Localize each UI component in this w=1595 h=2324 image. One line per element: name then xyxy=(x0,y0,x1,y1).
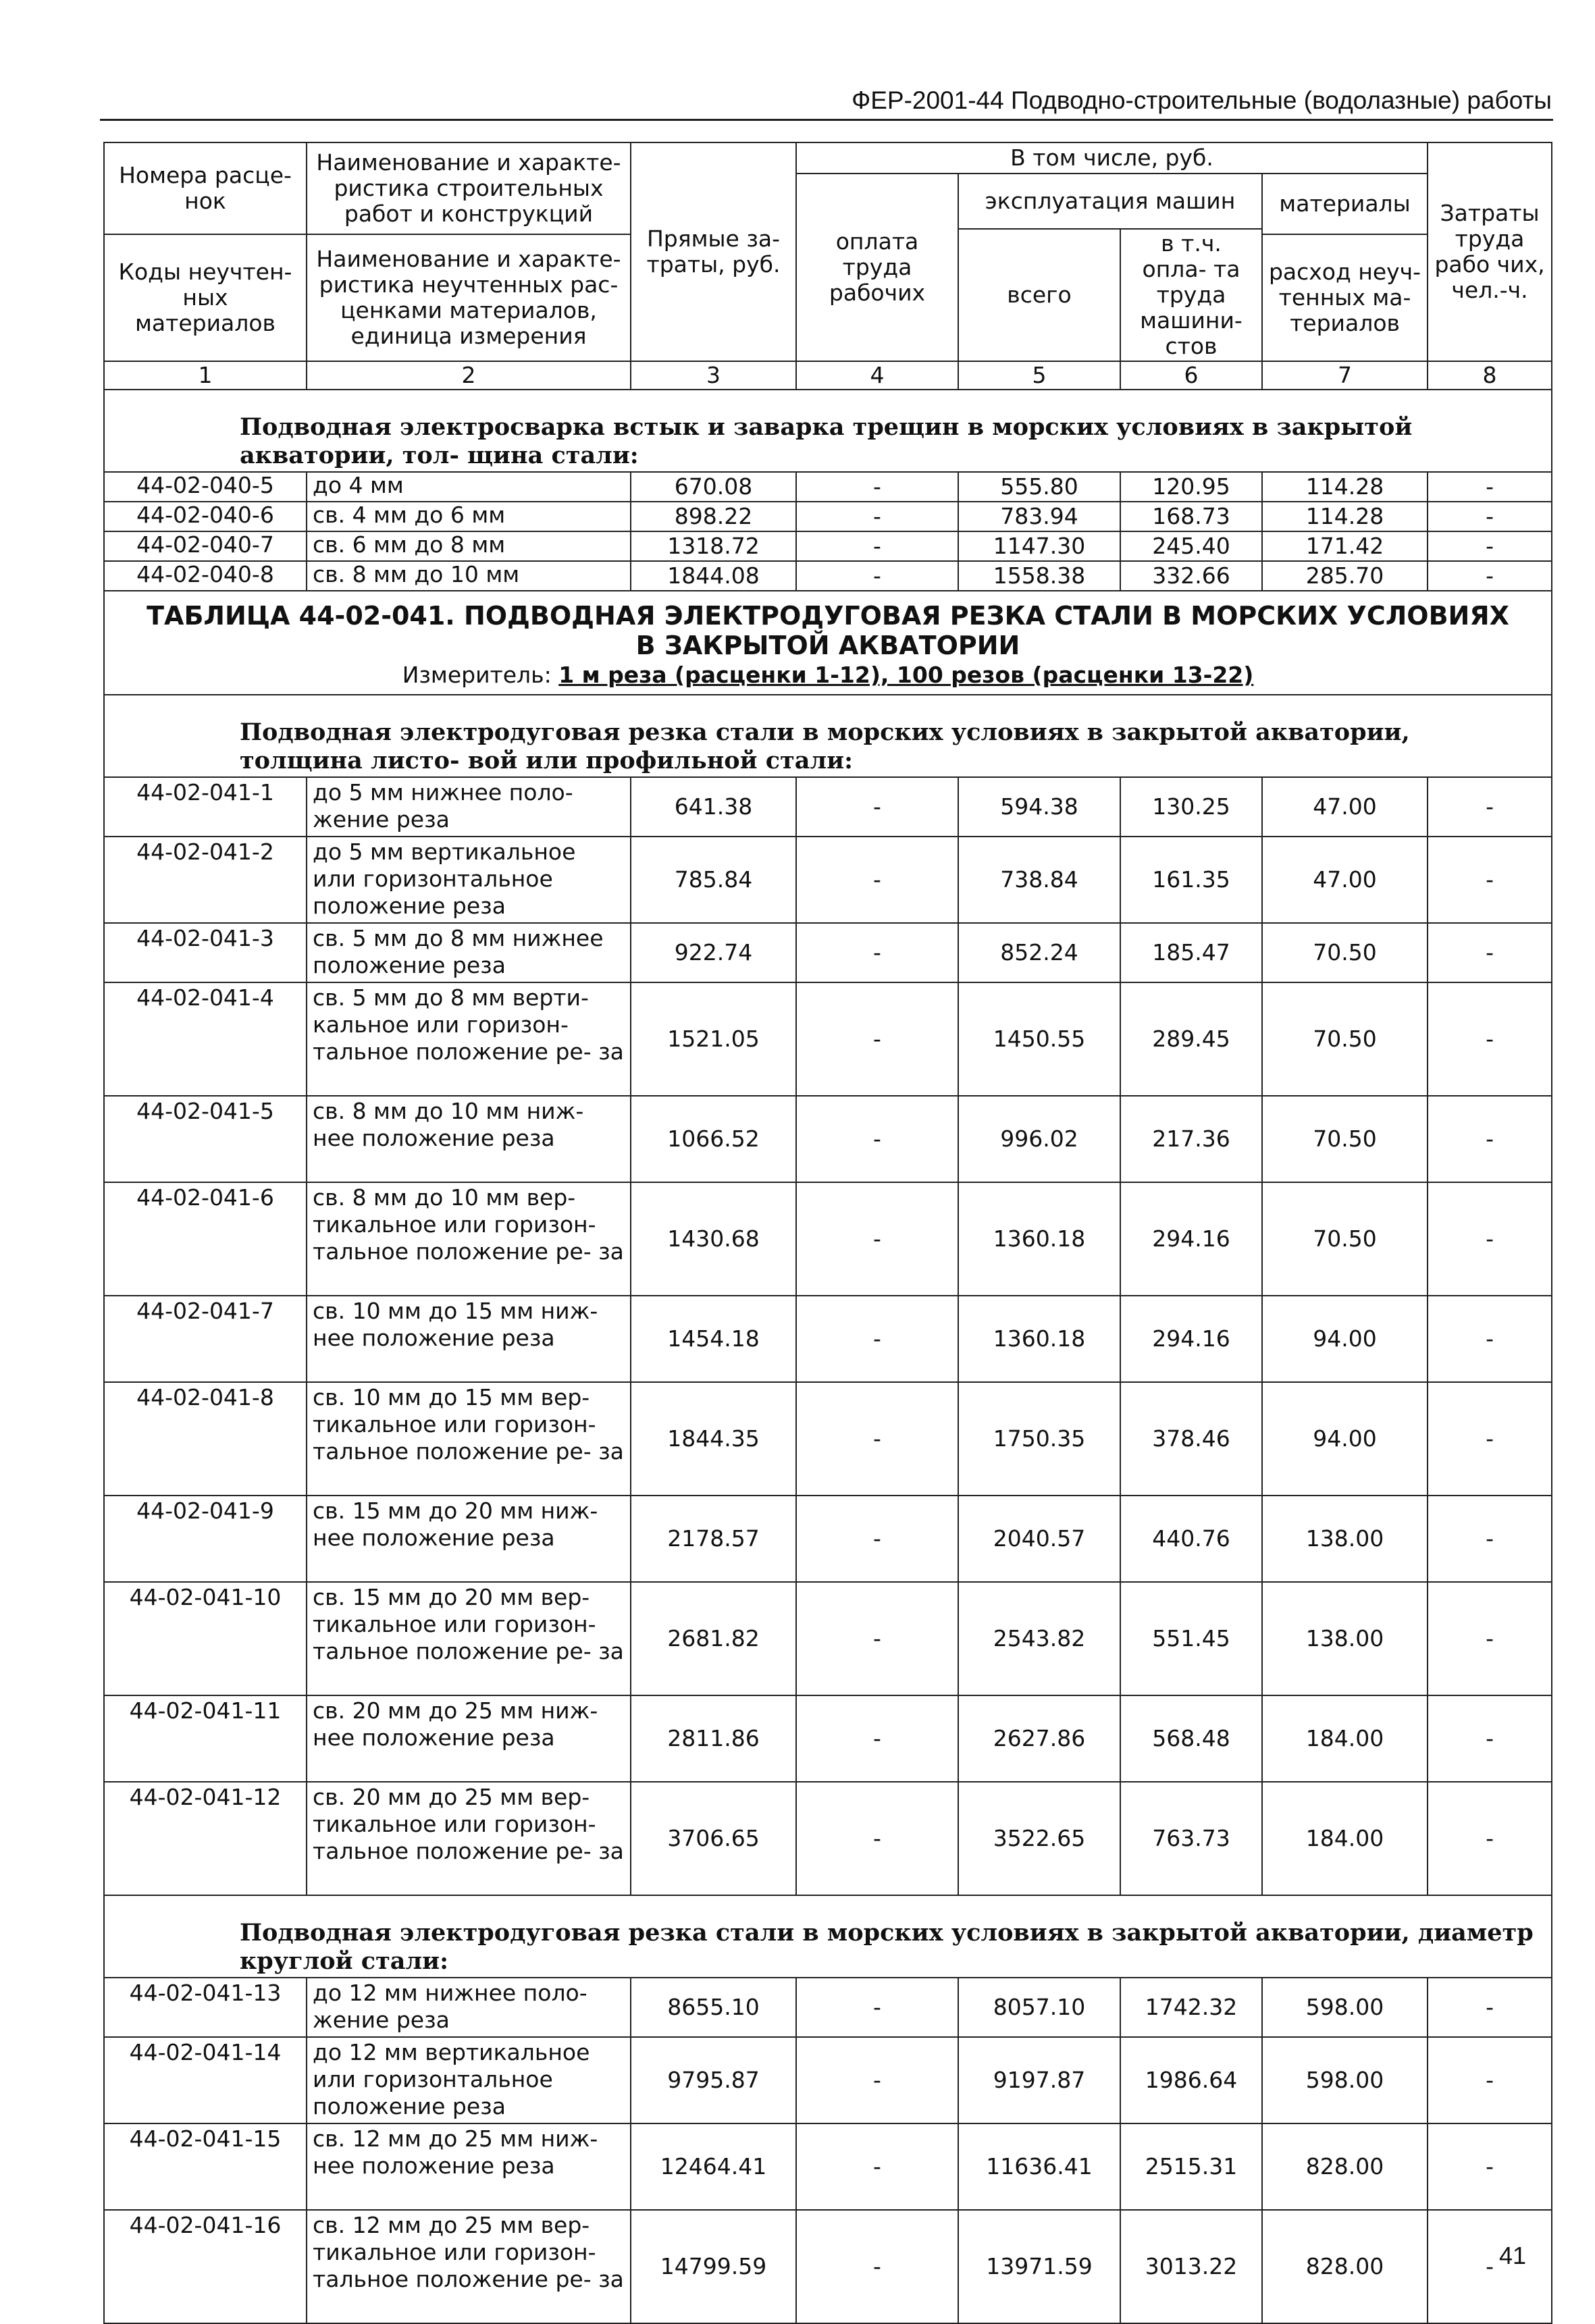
labor-pay: - xyxy=(796,502,958,531)
table-row xyxy=(104,2123,1552,2210)
materials: 114.28 xyxy=(1262,502,1428,531)
machines-labor: 161.35 xyxy=(1120,837,1262,923)
machines-total: 2627.86 xyxy=(958,1695,1120,1782)
machines-labor: 378.46 xyxy=(1120,1382,1262,1496)
labor-pay: - xyxy=(796,982,958,1096)
machines-total: 1558.38 xyxy=(958,561,1120,591)
running-header: ФЕР-2001-44 Подводно-строительные (водолазные) работы xyxy=(852,86,1552,114)
materials: 138.00 xyxy=(1262,1496,1428,1582)
table-row xyxy=(104,561,1552,591)
machines-labor: 551.45 xyxy=(1120,1582,1262,1695)
direct-cost: 14799.59 xyxy=(631,2210,796,2323)
direct-cost: 2178.57 xyxy=(631,1496,796,1582)
rate-code: 44-02-040-8 xyxy=(104,561,307,591)
rate-code: 44-02-041-5 xyxy=(104,1096,307,1182)
header-machines: эксплуатация машин xyxy=(958,174,1262,229)
work-name: до 12 мм вертикальное или горизонтальное положение реза xyxy=(307,2037,631,2123)
labor-pay: - xyxy=(796,2123,958,2210)
direct-cost: 1430.68 xyxy=(631,1182,796,1296)
header-rule xyxy=(100,119,1553,121)
rate-code: 44-02-040-5 xyxy=(104,472,307,502)
labor-cost: - xyxy=(1428,923,1552,982)
table-row xyxy=(104,472,1552,502)
table-row xyxy=(104,1582,1552,1695)
header-incl: В том числе, руб. xyxy=(796,142,1428,174)
machines-total: 2040.57 xyxy=(958,1496,1120,1582)
work-name: до 4 мм xyxy=(307,472,631,502)
labor-pay: - xyxy=(796,837,958,923)
direct-cost: 2811.86 xyxy=(631,1695,796,1782)
machines-labor: 332.66 xyxy=(1120,561,1262,591)
table-row xyxy=(104,982,1552,1096)
direct-cost: 12464.41 xyxy=(631,2123,796,2210)
rate-code: 44-02-041-14 xyxy=(104,2037,307,2123)
materials: 94.00 xyxy=(1262,1382,1428,1496)
table-title: ТАБЛИЦА 44-02-041. ПОДВОДНАЯ ЭЛЕКТРОДУГОВАЯ РЕЗКА СТАЛИ В МОРСКИХ УСЛОВИЯХ В ЗАКРЫТОЙ АКВАТОРИИ xyxy=(147,601,1509,660)
labor-cost: - xyxy=(1428,531,1552,561)
header-labor-pay: оплата труда рабочих xyxy=(796,174,958,361)
labor-pay: - xyxy=(796,777,958,837)
machines-total: 738.84 xyxy=(958,837,1120,923)
labor-pay: - xyxy=(796,1695,958,1782)
machines-labor: 2515.31 xyxy=(1120,2123,1262,2210)
labor-cost: - xyxy=(1428,1496,1552,1582)
rate-code: 44-02-040-6 xyxy=(104,502,307,531)
direct-cost: 641.38 xyxy=(631,777,796,837)
table-row xyxy=(104,1296,1552,1382)
section-2-rows xyxy=(104,777,1552,1895)
machines-labor: 120.95 xyxy=(1120,472,1262,502)
rate-code: 44-02-041-9 xyxy=(104,1496,307,1582)
column-number: 6 xyxy=(1120,361,1262,390)
work-name: св. 10 мм до 15 мм вер- тикальное или горизон- тальное положение ре- за xyxy=(307,1382,631,1496)
column-number: 3 xyxy=(631,361,796,390)
machines-labor: 294.16 xyxy=(1120,1296,1262,1382)
column-number: 5 xyxy=(958,361,1120,390)
direct-cost: 1066.52 xyxy=(631,1096,796,1182)
header-labor-cost: Затраты труда рабо чих, чел.-ч. xyxy=(1428,142,1552,361)
rate-code: 44-02-041-3 xyxy=(104,923,307,982)
materials: 70.50 xyxy=(1262,923,1428,982)
direct-cost: 785.84 xyxy=(631,837,796,923)
direct-cost: 670.08 xyxy=(631,472,796,502)
machines-total: 3522.65 xyxy=(958,1782,1120,1895)
header-code-bottom: Коды неучтен- ных материалов xyxy=(104,234,307,361)
labor-pay: - xyxy=(796,1978,958,2037)
labor-cost: - xyxy=(1428,2037,1552,2123)
table-row xyxy=(104,531,1552,561)
materials: 47.00 xyxy=(1262,777,1428,837)
direct-cost: 8655.10 xyxy=(631,1978,796,2037)
table-row xyxy=(104,923,1552,982)
machines-total: 1147.30 xyxy=(958,531,1120,561)
section-title: Подводная электродуговая резка стали в морских условиях в закрытой акватории, толщина листо- вой или профильной стали: xyxy=(104,695,1552,777)
work-name: до 5 мм нижнее поло- жение реза xyxy=(307,777,631,837)
materials: 184.00 xyxy=(1262,1782,1428,1895)
labor-pay: - xyxy=(796,2210,958,2323)
table-row xyxy=(104,502,1552,531)
column-number: 8 xyxy=(1428,361,1552,390)
labor-cost: - xyxy=(1428,472,1552,502)
machines-total: 594.38 xyxy=(958,777,1120,837)
rate-code: 44-02-041-10 xyxy=(104,1582,307,1695)
labor-cost: - xyxy=(1428,1096,1552,1182)
work-name: до 5 мм вертикальное или горизонтальное положение реза xyxy=(307,837,631,923)
section-title: Подводная электросварка встык и заварка трещин в морских условиях в закрытой акватории, тол- щина стали: xyxy=(104,390,1552,472)
machines-labor: 289.45 xyxy=(1120,982,1262,1096)
work-name: св. 5 мм до 8 мм верти- кальное или горизон- тальное положение ре- за xyxy=(307,982,631,1096)
work-name: св. 20 мм до 25 мм вер- тикальное или горизон- тальное положение ре- за xyxy=(307,1782,631,1895)
labor-pay: - xyxy=(796,1382,958,1496)
header-direct: Прямые за- траты, руб. xyxy=(631,142,796,361)
section-2-title-row xyxy=(104,695,1552,777)
column-number: 4 xyxy=(796,361,958,390)
labor-pay: - xyxy=(796,472,958,502)
work-name: св. 20 мм до 25 мм ниж- нее положение реза xyxy=(307,1695,631,1782)
table-row xyxy=(104,1695,1552,1782)
materials: 828.00 xyxy=(1262,2210,1428,2323)
machines-total: 1750.35 xyxy=(958,1382,1120,1496)
header-name-top: Наименование и характе- ристика строительных работ и конструкций xyxy=(307,142,631,234)
labor-pay: - xyxy=(796,1182,958,1296)
machines-labor: 185.47 xyxy=(1120,923,1262,982)
table-row xyxy=(104,2037,1552,2123)
measure-label: Измеритель: xyxy=(402,662,552,688)
machines-labor: 568.48 xyxy=(1120,1695,1262,1782)
section-3-title-row xyxy=(104,1895,1552,1978)
machines-labor: 217.36 xyxy=(1120,1096,1262,1182)
work-name: св. 15 мм до 20 мм вер- тикальное или горизон- тальное положение ре- за xyxy=(307,1582,631,1695)
machines-total: 996.02 xyxy=(958,1096,1120,1182)
direct-cost: 1844.08 xyxy=(631,561,796,591)
header-materials: материалы xyxy=(1262,174,1428,234)
materials: 114.28 xyxy=(1262,472,1428,502)
machines-total: 1360.18 xyxy=(958,1296,1120,1382)
materials: 171.42 xyxy=(1262,531,1428,561)
rates-table xyxy=(103,142,1552,2324)
rate-code: 44-02-040-7 xyxy=(104,531,307,561)
materials: 598.00 xyxy=(1262,1978,1428,2037)
section-1-title-row xyxy=(104,390,1552,472)
labor-pay: - xyxy=(796,1296,958,1382)
rate-code: 44-02-041-13 xyxy=(104,1978,307,2037)
labor-cost: - xyxy=(1428,2123,1552,2210)
labor-cost: - xyxy=(1428,502,1552,531)
header-name-bottom: Наименование и характе- ристика неучтенных рас- ценками материалов, единица измерения xyxy=(307,234,631,361)
machines-total: 852.24 xyxy=(958,923,1120,982)
direct-cost: 1454.18 xyxy=(631,1296,796,1382)
direct-cost: 9795.87 xyxy=(631,2037,796,2123)
machines-labor: 1986.64 xyxy=(1120,2037,1262,2123)
labor-pay: - xyxy=(796,1496,958,1582)
machines-total: 8057.10 xyxy=(958,1978,1120,2037)
work-name: св. 4 мм до 6 мм xyxy=(307,502,631,531)
header-row-1 xyxy=(104,142,1552,174)
table-title-row xyxy=(104,591,1552,662)
materials: 598.00 xyxy=(1262,2037,1428,2123)
labor-pay: - xyxy=(796,531,958,561)
table-row xyxy=(104,1182,1552,1296)
direct-cost: 1844.35 xyxy=(631,1382,796,1496)
rate-code: 44-02-041-1 xyxy=(104,777,307,837)
materials: 828.00 xyxy=(1262,2123,1428,2210)
machines-labor: 245.40 xyxy=(1120,531,1262,561)
work-name: св. 12 мм до 25 мм вер- тикальное или горизон- тальное положение ре- за xyxy=(307,2210,631,2323)
measure-value: 1 м реза (расценки 1-12), 100 резов (расценки 13-22) xyxy=(558,662,1254,688)
rate-code: 44-02-041-16 xyxy=(104,2210,307,2323)
labor-pay: - xyxy=(796,1782,958,1895)
materials: 47.00 xyxy=(1262,837,1428,923)
direct-cost: 1318.72 xyxy=(631,531,796,561)
rate-code: 44-02-041-15 xyxy=(104,2123,307,2210)
machines-total: 555.80 xyxy=(958,472,1120,502)
table-row xyxy=(104,1978,1552,2037)
machines-labor: 1742.32 xyxy=(1120,1978,1262,2037)
work-name: св. 6 мм до 8 мм xyxy=(307,531,631,561)
work-name: св. 5 мм до 8 мм нижнее положение реза xyxy=(307,923,631,982)
labor-cost: - xyxy=(1428,561,1552,591)
section-title: Подводная электродуговая резка стали в морских условиях в закрытой акватории, диаметр круглой стали: xyxy=(104,1895,1552,1978)
direct-cost: 898.22 xyxy=(631,502,796,531)
machines-total: 11636.41 xyxy=(958,2123,1120,2210)
table-row xyxy=(104,1096,1552,1182)
rate-code: 44-02-041-11 xyxy=(104,1695,307,1782)
rate-code: 44-02-041-4 xyxy=(104,982,307,1096)
column-number: 2 xyxy=(307,361,631,390)
machines-labor: 130.25 xyxy=(1120,777,1262,837)
section-1-rows xyxy=(104,472,1552,591)
labor-cost: - xyxy=(1428,837,1552,923)
direct-cost: 2681.82 xyxy=(631,1582,796,1695)
work-name: св. 8 мм до 10 мм вер- тикальное или горизон- тальное положение ре- за xyxy=(307,1182,631,1296)
column-numbers-row xyxy=(104,361,1552,390)
work-name: св. 15 мм до 20 мм ниж- нее положение реза xyxy=(307,1496,631,1582)
table-row xyxy=(104,777,1552,837)
direct-cost: 3706.65 xyxy=(631,1782,796,1895)
machines-total: 9197.87 xyxy=(958,2037,1120,2123)
labor-cost: - xyxy=(1428,1382,1552,1496)
materials: 138.00 xyxy=(1262,1582,1428,1695)
materials: 94.00 xyxy=(1262,1296,1428,1382)
labor-cost: - xyxy=(1428,2210,1552,2323)
header-code-top: Номера расце- нок xyxy=(104,142,307,234)
materials: 70.50 xyxy=(1262,1182,1428,1296)
work-name: до 12 мм нижнее поло- жение реза xyxy=(307,1978,631,2037)
table-row xyxy=(104,1496,1552,1582)
labor-cost: - xyxy=(1428,1296,1552,1382)
labor-pay: - xyxy=(796,1096,958,1182)
machines-total: 1450.55 xyxy=(958,982,1120,1096)
machines-total: 13971.59 xyxy=(958,2210,1120,2323)
work-name: св. 8 мм до 10 мм xyxy=(307,561,631,591)
machines-labor: 168.73 xyxy=(1120,502,1262,531)
table-row xyxy=(104,1782,1552,1895)
machines-total: 1360.18 xyxy=(958,1182,1120,1296)
rate-code: 44-02-041-12 xyxy=(104,1782,307,1895)
labor-cost: - xyxy=(1428,1782,1552,1895)
column-number: 1 xyxy=(104,361,307,390)
rate-code: 44-02-041-6 xyxy=(104,1182,307,1296)
column-number: 7 xyxy=(1262,361,1428,390)
direct-cost: 1521.05 xyxy=(631,982,796,1096)
rate-code: 44-02-041-7 xyxy=(104,1296,307,1382)
machines-labor: 440.76 xyxy=(1120,1496,1262,1582)
materials: 70.50 xyxy=(1262,1096,1428,1182)
machines-labor: 3013.22 xyxy=(1120,2210,1262,2323)
machines-labor: 294.16 xyxy=(1120,1182,1262,1296)
labor-cost: - xyxy=(1428,777,1552,837)
work-name: св. 10 мм до 15 мм ниж- нее положение реза xyxy=(307,1296,631,1382)
labor-cost: - xyxy=(1428,1182,1552,1296)
header-machines-total: всего xyxy=(958,229,1120,361)
labor-cost: - xyxy=(1428,1695,1552,1782)
labor-pay: - xyxy=(796,561,958,591)
table-row xyxy=(104,1382,1552,1496)
machines-total: 2543.82 xyxy=(958,1582,1120,1695)
labor-cost: - xyxy=(1428,982,1552,1096)
header-machines-labor: в т.ч. опла- та труда машини- стов xyxy=(1120,229,1262,361)
table-row xyxy=(104,837,1552,923)
materials: 70.50 xyxy=(1262,982,1428,1096)
materials: 184.00 xyxy=(1262,1695,1428,1782)
header-materials-sub: расход неуч- тенных ма- териалов xyxy=(1262,234,1428,361)
measure-row xyxy=(104,662,1552,695)
labor-cost: - xyxy=(1428,1582,1552,1695)
work-name: св. 12 мм до 25 мм ниж- нее положение реза xyxy=(307,2123,631,2210)
labor-pay: - xyxy=(796,923,958,982)
table-row xyxy=(104,2210,1552,2323)
materials: 285.70 xyxy=(1262,561,1428,591)
section-3-rows xyxy=(104,1978,1552,2323)
labor-pay: - xyxy=(796,1582,958,1695)
rate-code: 44-02-041-8 xyxy=(104,1382,307,1496)
machines-total: 783.94 xyxy=(958,502,1120,531)
work-name: св. 8 мм до 10 мм ниж- нее положение реза xyxy=(307,1096,631,1182)
direct-cost: 922.74 xyxy=(631,923,796,982)
machines-labor: 763.73 xyxy=(1120,1782,1262,1895)
labor-pay: - xyxy=(796,2037,958,2123)
rate-code: 44-02-041-2 xyxy=(104,837,307,923)
page-number: 41 xyxy=(1499,2242,1527,2269)
labor-cost: - xyxy=(1428,1978,1552,2037)
